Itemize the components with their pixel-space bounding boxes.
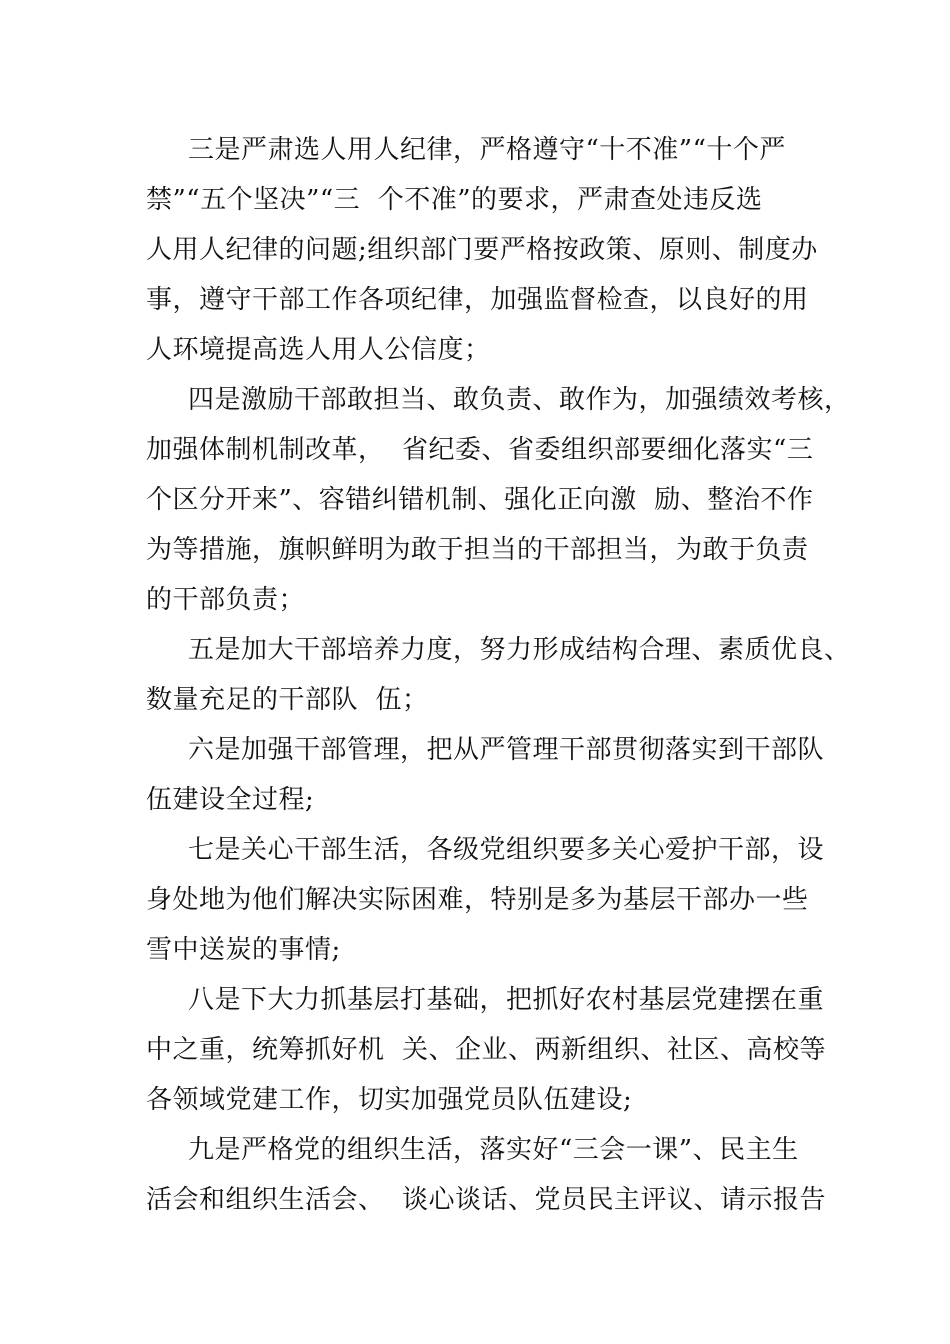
text-line: 活会和组织生活会、 谈心谈话、党员民主评议、请示报告 xyxy=(146,1185,827,1215)
text-line: 七是关心干部生活，各级党组织要多关心爱护干部，设 xyxy=(188,835,825,865)
text-line: 人环境提高选人用人公信度； xyxy=(146,335,491,365)
text-line: 加强体制机制改革， 省纪委、省委组织部要细化落实“三 xyxy=(146,435,814,465)
text-line: 各领域党建工作，切实加强党员队伍建设; xyxy=(146,1085,633,1115)
text-line: 人用人纪律的问题;组织部门要严格按政策、原则、制度办 xyxy=(146,235,818,265)
text-line: 五是加大干部培养力度，努力形成结构合理、素质优良、 xyxy=(188,635,851,665)
text-line: 中之重，统筹抓好机 关、企业、两新组织、社区、高校等 xyxy=(146,1035,827,1065)
text-line: 禁”“五个坚决”“三 个不准”的要求，严肃查处违反选 xyxy=(146,185,763,215)
text-line: 六是加强干部管理，把从严管理干部贯彻落实到干部队 xyxy=(188,735,825,765)
text-line: 为等措施，旗帜鲜明为敢于担当的干部担当，为敢于负责 xyxy=(146,535,809,565)
text-line: 雪中送炭的事情; xyxy=(146,935,341,965)
text-line: 九是严格党的组织生活，落实好“三会一课”、民主生 xyxy=(188,1135,799,1165)
text-line: 事，遵守干部工作各项纪律，加强监督检查，以良好的用 xyxy=(146,285,809,315)
text-line: 四是激励干部敢担当、敢负责、敢作为，加强绩效考核， xyxy=(188,385,851,415)
text-line: 数量充足的干部队 伍； xyxy=(146,685,429,715)
text-line: 伍建设全过程; xyxy=(146,785,315,815)
text-line: 身处地为他们解决实际困难，特别是多为基层干部办一些 xyxy=(146,885,809,915)
text-line: 的干部负责； xyxy=(146,585,306,615)
text-line: 八是下大力抓基层打基础，把抓好农村基层党建摆在重 xyxy=(188,985,825,1015)
text-line: 三是严肃选人用人纪律，严格遵守“十不准”“十个严 xyxy=(188,135,786,165)
text-line: 个区分开来”、容错纠错机制、强化正向激 励、整治不作 xyxy=(146,485,814,515)
